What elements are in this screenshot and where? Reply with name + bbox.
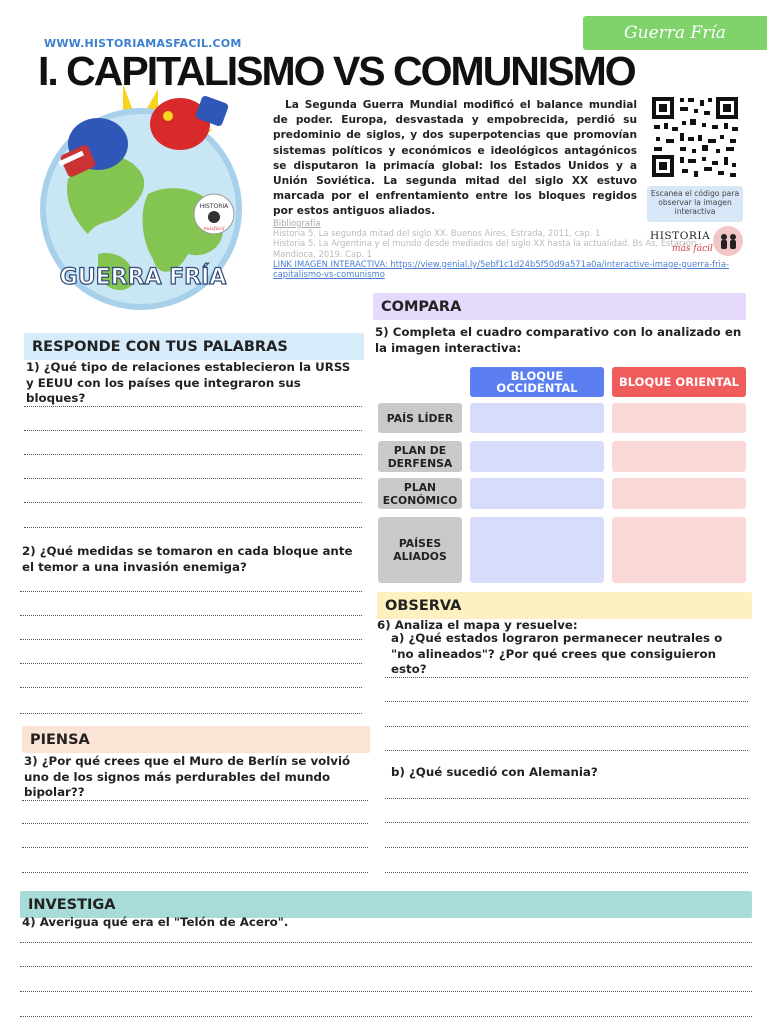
answer-line[interactable]	[24, 478, 362, 479]
row-label-leader: PAÍS LÍDER	[378, 403, 462, 433]
answer-line[interactable]	[385, 750, 748, 751]
bibliography-entry-1: Historia 5. La segunda mitad del siglo XX. Buenos Aires, Estrada, 2011, cap. 1	[273, 228, 601, 239]
question-2: 2) ¿Qué medidas se tomaron en cada bloque ante el temor a una invasión enemiga?	[22, 544, 353, 574]
logo-figures-icon	[713, 226, 743, 256]
answer-line[interactable]	[24, 454, 362, 455]
answer-line[interactable]	[20, 591, 362, 592]
scan-instruction: Escanea el código para observar la imagen interactiva	[647, 186, 743, 222]
answer-line[interactable]	[24, 527, 362, 528]
answer-line[interactable]	[385, 872, 748, 873]
answer-line[interactable]	[385, 726, 748, 727]
ussr-boxing-glove-icon	[150, 95, 229, 150]
answer-line[interactable]	[20, 713, 362, 714]
cell-east-leader[interactable]	[612, 403, 746, 433]
column-header-west: BLOQUE OCCIDENTAL	[470, 367, 604, 397]
logo-subtitle: más fácil	[672, 244, 713, 254]
cell-west-leader[interactable]	[470, 403, 604, 433]
answer-line[interactable]	[385, 847, 748, 848]
bibliography-entry-2: Historia 5. La Argentina y el mundo desde mediados del siglo XX hasta la actualidad. Bs As, Estación Mandioca, 2019. Cap. 1	[273, 238, 697, 259]
topic-tag: Guerra Fría	[583, 16, 767, 50]
observa-heading: OBSERVA	[377, 592, 752, 619]
historia-mas-facil-badge-icon	[194, 194, 234, 234]
answer-line[interactable]	[20, 639, 362, 640]
cell-west-defense[interactable]	[470, 441, 604, 472]
answer-line[interactable]	[385, 822, 748, 823]
column-header-east: BLOQUE ORIENTAL	[612, 367, 746, 397]
cell-east-allies[interactable]	[612, 517, 746, 583]
answer-line[interactable]	[22, 823, 368, 824]
question-4: 4) Averigua qué era el "Telón de Acero".	[22, 915, 289, 929]
historia-mas-facil-logo	[648, 226, 748, 260]
answer-line[interactable]	[385, 701, 748, 702]
answer-line[interactable]	[20, 663, 362, 664]
answer-line[interactable]	[20, 991, 752, 992]
answer-line[interactable]	[24, 430, 362, 431]
question-6a: a) ¿Qué estados lograron permanecer neutrales o "no alineados"? ¿Por qué crees que consiguieron esto?	[391, 631, 723, 676]
cold-war-globe-illustration	[28, 84, 254, 310]
row-label-defense: PLAN DE DERFENSA	[378, 441, 462, 472]
interactive-image-link[interactable]: LINK IMAGEN INTERACTIVA: https://view.genial.ly/5ebf1c1d24b5f50d9a571a0a/interactive-image-guerra-fria-capitalismo-vs-comunismo	[273, 258, 730, 280]
answer-line[interactable]	[20, 942, 752, 943]
question-6: 6) Analiza el mapa y resuelve:	[377, 618, 578, 632]
logo-title: HISTORIA	[650, 230, 711, 242]
page-title: I. CAPITALISMO VS COMUNISMO	[38, 48, 635, 94]
piensa-heading: PIENSA	[22, 726, 370, 753]
cell-east-economic[interactable]	[612, 478, 746, 509]
answer-line[interactable]	[20, 966, 752, 967]
answer-line[interactable]	[20, 1016, 752, 1017]
question-6b: b) ¿Qué sucedió con Alemania?	[391, 765, 598, 779]
badge-top-text: HISTORIA	[199, 203, 229, 210]
intro-text: La Segunda Guerra Mundial modificó el balance mundial de poder. Europa, desvastada y empobrecida, perdió su predominio de siglos, y dos superpotencias que promovían sistemas políticos y económicos e ideológicos antagónicos se disputaron la primacía global: los Estados Unidos y a Unión Soviética. La segunda mitad del siglo XX estuvo marcada por el enfrentamiento entre los bloques regidos por estos antiguos aliados.	[273, 99, 637, 218]
answer-line[interactable]	[385, 677, 748, 678]
answer-line[interactable]	[20, 615, 362, 616]
row-label-economic: PLAN ECONÓMICO	[378, 478, 462, 509]
responde-heading: RESPONDE CON TUS PALABRAS	[24, 333, 364, 360]
bibliography-heading: Bibliografía	[273, 218, 321, 228]
badge-bottom-text: másfácil	[203, 226, 225, 232]
answer-line[interactable]	[385, 798, 748, 799]
globe-caption: GUERRA FRÍA	[59, 265, 227, 290]
question-3: 3) ¿Por qué crees que el Muro de Berlín se volvió uno de los signos más perdurables del mundo bipolar??	[24, 754, 351, 799]
question-1: 1) ¿Qué tipo de relaciones establecieron la URSS y EEUU con los países que integraron sus bloques?	[26, 360, 351, 405]
cell-east-defense[interactable]	[612, 441, 746, 472]
compara-heading: COMPARA	[373, 293, 746, 320]
cell-west-allies[interactable]	[470, 517, 604, 583]
cell-west-economic[interactable]	[470, 478, 604, 509]
answer-line[interactable]	[24, 502, 362, 503]
intro-paragraph	[273, 98, 637, 220]
answer-line[interactable]	[22, 800, 368, 801]
investiga-heading: INVESTIGA	[20, 891, 752, 918]
qr-code-icon[interactable]	[650, 95, 740, 179]
answer-line[interactable]	[24, 406, 362, 407]
answer-line[interactable]	[20, 687, 362, 688]
website-url: WWW.HISTORIAMASFACIL.COM	[44, 37, 242, 50]
answer-line[interactable]	[22, 847, 368, 848]
answer-line[interactable]	[22, 872, 368, 873]
row-label-allies: PAÍSES ALIADOS	[378, 517, 462, 583]
question-5: 5) Completa el cuadro comparativo con lo analizado en la imagen interactiva:	[375, 325, 742, 355]
